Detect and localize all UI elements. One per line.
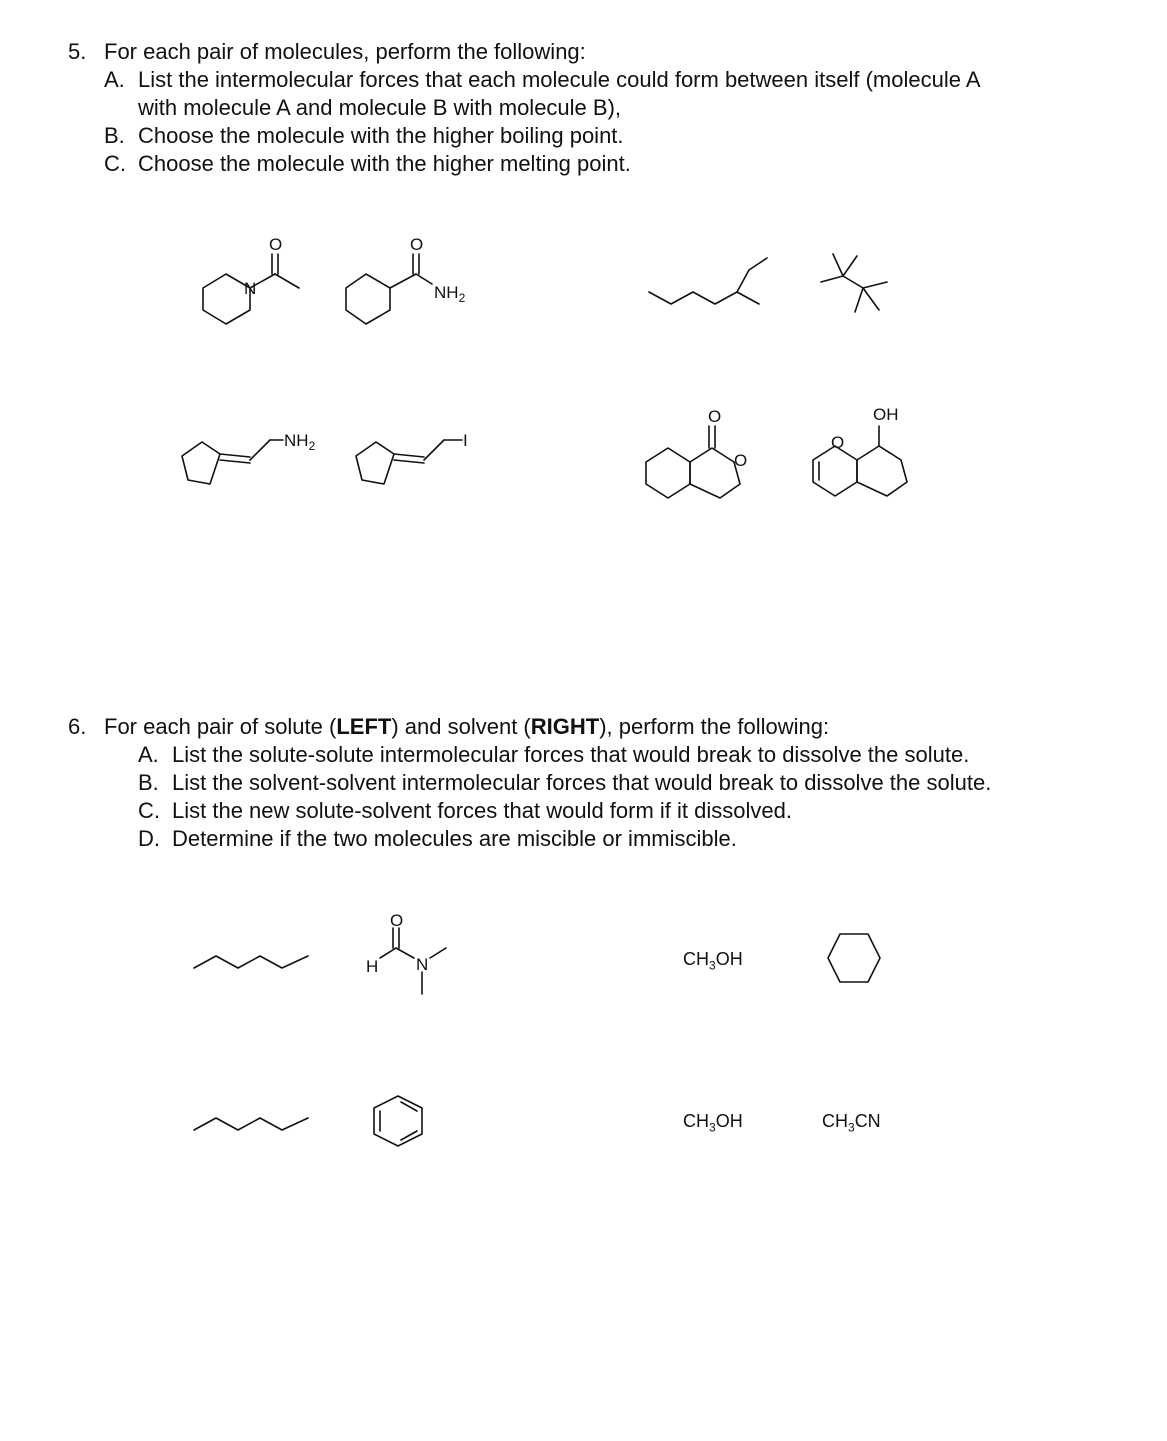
hydroxyl-label: OH [873,405,899,424]
molecule-hexane-2 [190,1108,320,1138]
q5-number: 5. [68,39,87,64]
formula-acetonitrile: $CH_3CN$ [822,1111,881,1135]
molecule-cyclopentylidene-amine [178,424,338,494]
oxygen-label: O [269,235,283,254]
q6-c-text: List the new solute-solvent forces that would form if it dissolved. [172,798,792,823]
q6-b-text: List the solvent-solvent intermolecular forces that would break to dissolve the solute. [172,770,992,795]
molecule-acetylpiperidine [195,232,305,332]
q6-d-text: Determine if the two molecules are miscible or immiscible. [172,826,737,851]
molecule-cyclohexylacetamide [342,232,482,332]
formula-methanol-1: $CH_3OH$ [683,949,743,973]
q6-c-letter: C. [138,798,160,823]
ring-oxygen-label: O [734,451,748,470]
q6-intro: For each pair of solute (LEFT) and solvent (RIGHT), perform the following: [104,714,830,739]
molecule-tetramethylbutane [815,248,895,320]
q6-b-letter: B. [138,770,159,795]
molecule-bicyclic-lactone [640,402,760,502]
q5-intro: For each pair of molecules, perform the following: [104,39,586,64]
q5-c-text: Choose the molecule with the higher melting point. [138,151,631,176]
molecule-cyclopentylidene-iodide [352,424,492,494]
ring-oxygen-label: O [831,433,845,452]
q5-c-letter: C. [104,151,126,176]
q6-a-letter: A. [138,742,159,767]
q5-b-letter: B. [104,123,125,148]
q6-d-letter: D. [138,826,160,851]
q6-number: 6. [68,714,87,739]
right-emphasis: RIGHT [530,714,600,739]
molecule-hexane-1 [190,946,320,976]
q5-b-text: Choose the molecule with the higher boiling point. [138,123,624,148]
iodine-label: I [463,431,468,450]
q5-a-text-1: List the intermolecular forces that each molecule could form between itself (molecule A [138,67,981,92]
q6-a-text: List the solute-solute intermolecular forces that would break to dissolve the solute. [172,742,970,767]
oxygen-label: O [708,407,722,426]
oxygen-label: O [410,235,424,254]
molecule-cyclohexane [826,930,884,986]
nitrogen-label: N [244,279,257,298]
amine-label: $NH_2$ [284,431,316,453]
q5-a-text-2: with molecule A and molecule B with molecule B), [138,95,622,120]
left-emphasis: LEFT [336,714,392,739]
amine-label: $NH_2$ [434,283,466,305]
molecule-bicyclic-alcohol [805,400,925,500]
oxygen-label: O [390,911,404,930]
q5-a-letter: A. [104,67,125,92]
hydrogen-label: H [366,957,379,976]
molecule-dmf [362,912,462,1002]
molecule-branched-alkane [645,248,775,318]
molecule-benzene [372,1094,428,1150]
nitrogen-label: N [416,955,429,974]
formula-methanol-2: $CH_3OH$ [683,1111,743,1135]
